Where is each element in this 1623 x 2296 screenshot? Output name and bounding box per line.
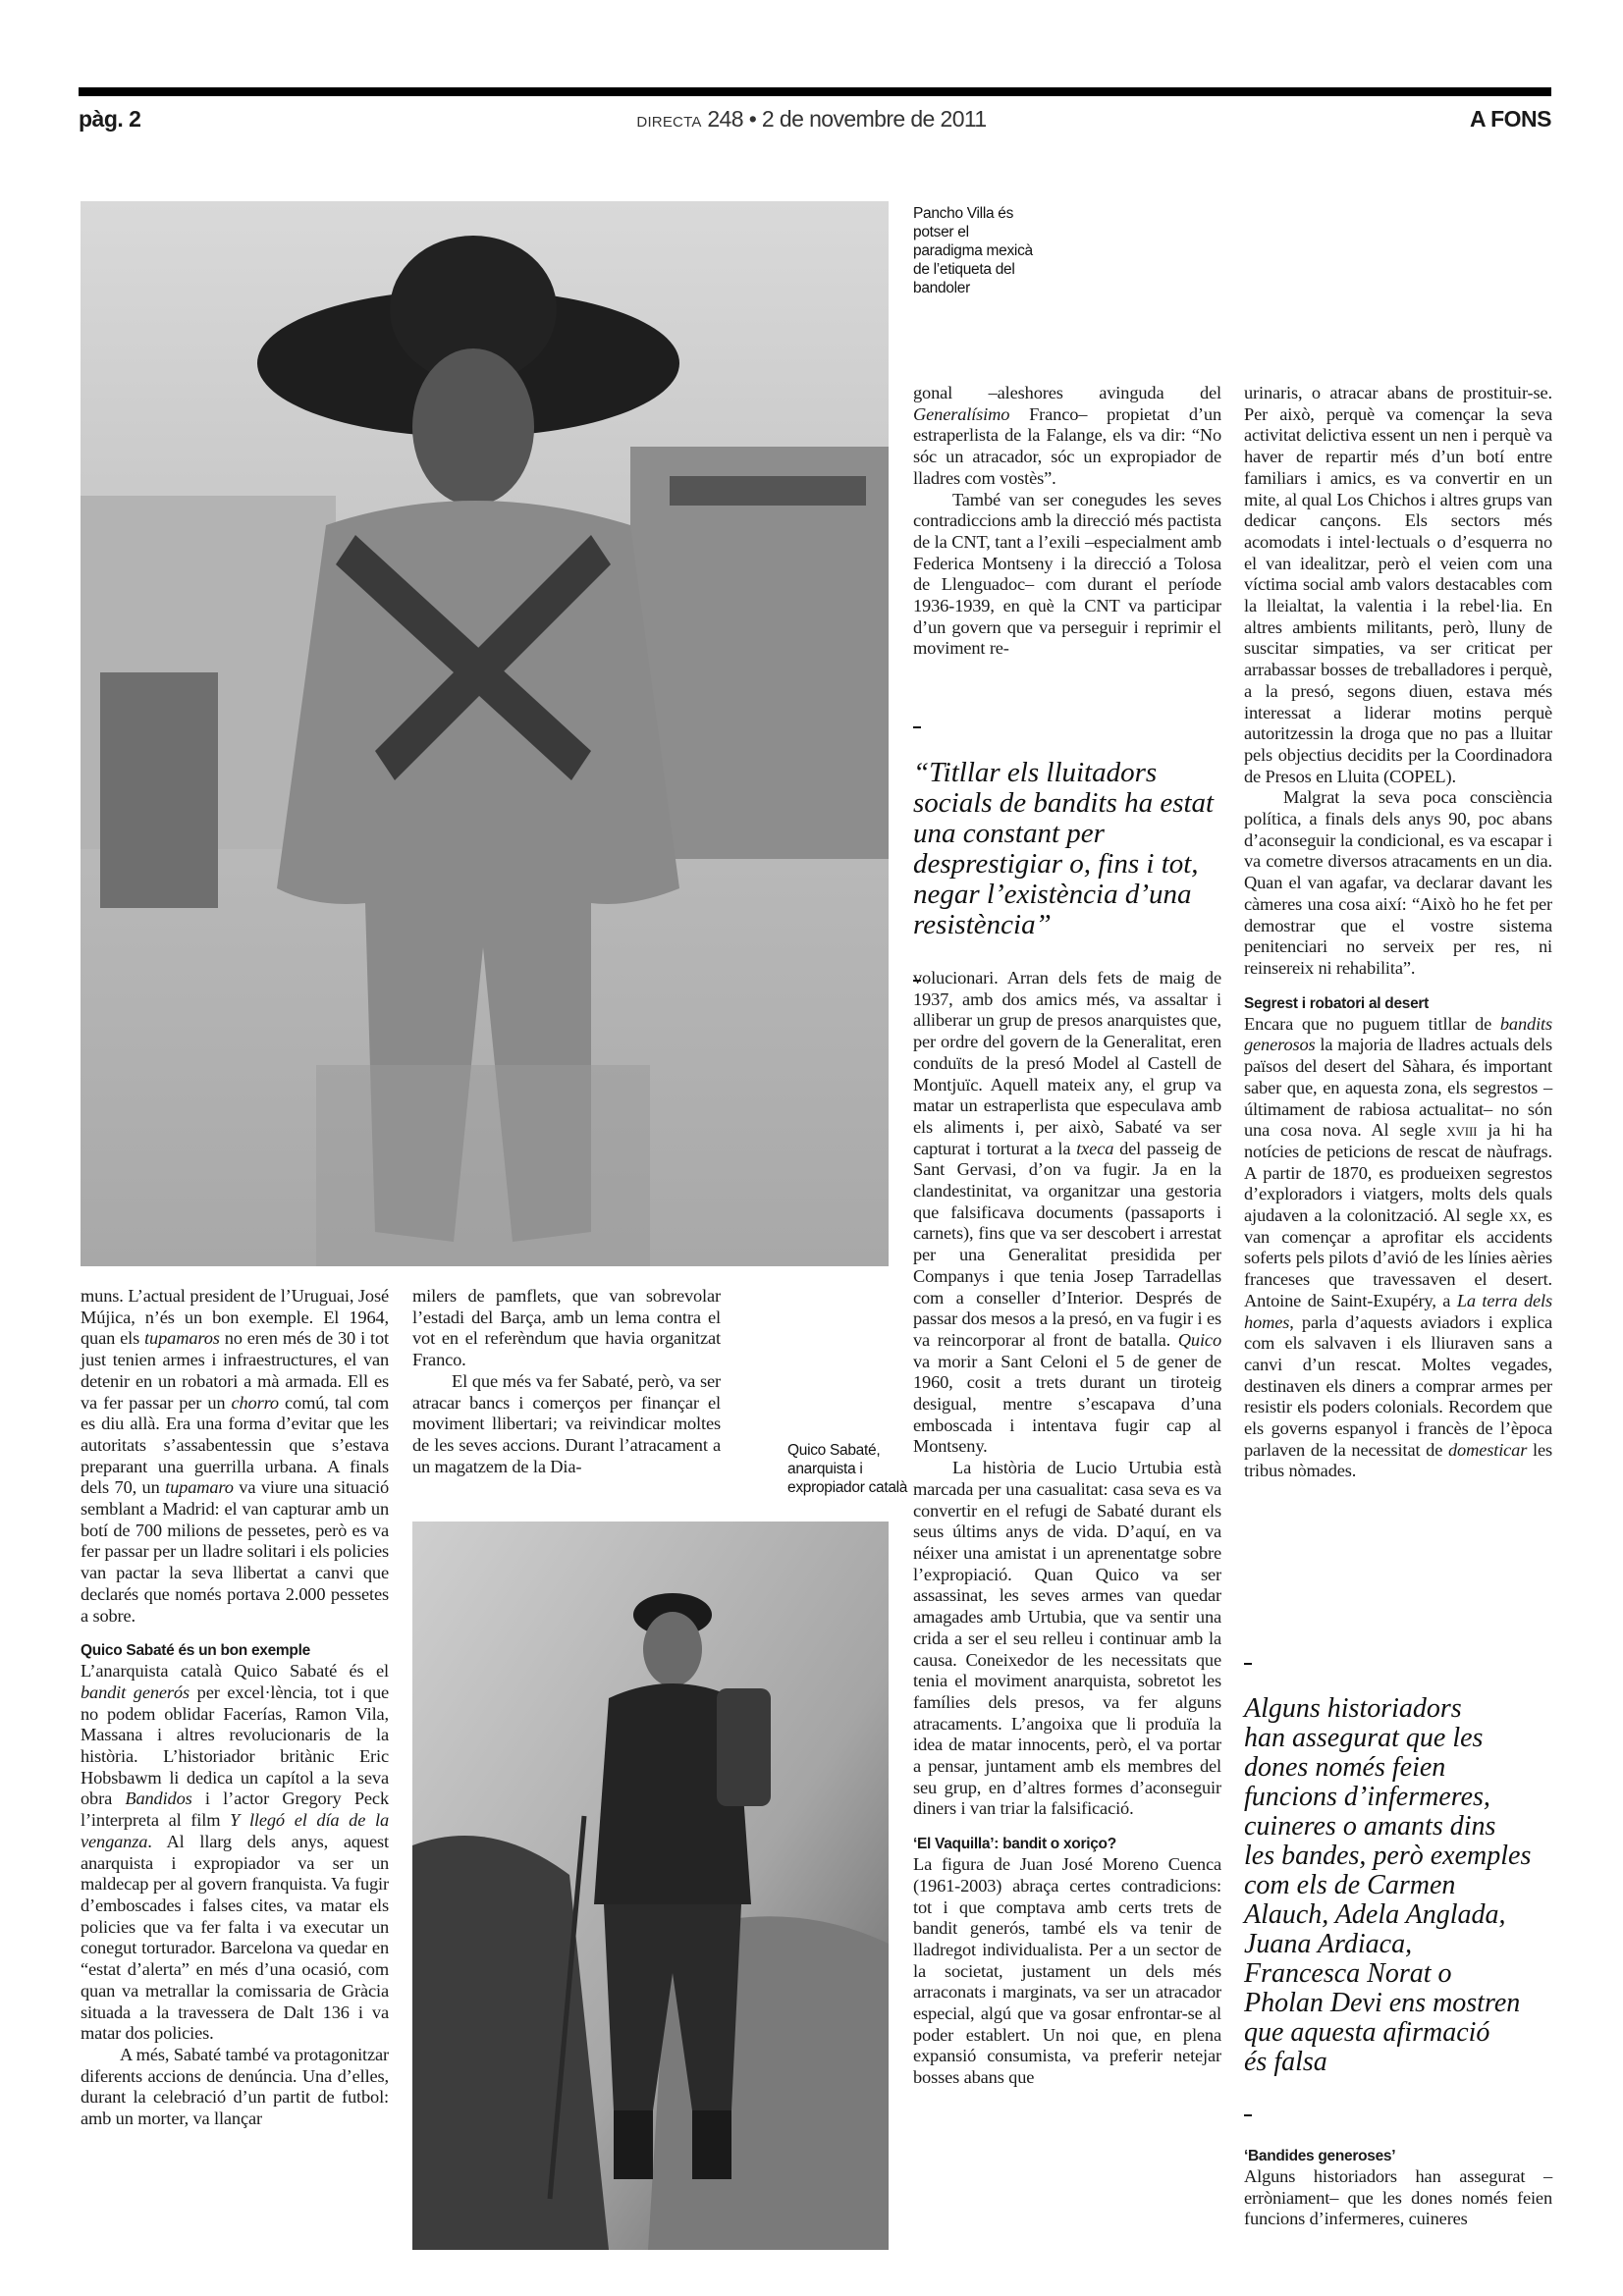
article-column-1 [81,1286,389,2130]
page-number: pàg. 2 [79,106,141,132]
italic-text-run: La terra dels homes [1244,1290,1552,1332]
quote-dash-top [1244,1663,1252,1665]
text-run: muns. L’actual president de l’Uruguai, José Mújica, n’és un bon exemple. El 1964, quan els [81,1286,389,1349]
text-run: i l’actor Gregory Peck l’interpreta al film [81,1789,389,1831]
article-column-4-bottom [1244,2132,1552,2230]
paragraph [412,1371,721,1478]
subheading: ‘Bandides generoses’ [1244,2148,1396,2164]
italic-text-run: Quico [1177,1329,1221,1350]
text-run: A més, Sabaté també va protagonitzar diferents accions de denúncia. Una d’elles, durant la celebració d’un partit de futbol: amb un morter, va llançar [81,2044,389,2129]
paragraph [81,2045,389,2130]
article-column-4-top [1244,383,1552,1482]
paragraph [913,490,1221,661]
italic-text-run: bandit generós [81,1682,189,1702]
text-run: comú, tal com es diu allà. Era una forma d’evitar que les autoritats s’assabentessin que s’estava preparant una guerrilla urbana. A finals dels 70, un [81,1392,389,1498]
quote-dash-bottom [1244,2114,1252,2116]
quote-dash-top [913,726,921,728]
issue-date: 248 • 2 de novembre de 2011 [707,106,987,132]
paragraph [913,968,1221,1458]
text-run: xx [1508,1205,1528,1226]
text-run: urinaris, o atracar abans de prostituir-se. Per això, perquè va començar la seva activitat delictiva essent un nen i perquè va haver de repartir més d’un botí entre familiars i amics, es va convertir en un mite, al qual Los Chichos i altres grups van dedicar cançons. Els sectors més acomodats i intel·lectuals o d’esquerra no el van idealitzar, però el veien com una víctima social amb valors destacables com la lleialtat, la valentia i la rebel·lia. En altres ambients militants, però, lluny de suscitar simpaties, va ser criticat per arrabassar bosses de treballadores i perquè, a la presó, segons diuen, estava més interessat a liderar motins perquè autoritzessin la droga que no pas a lluitar pels objectius decidits per la Coordinadora de Presos en Lluita (COPEL). [1244,383,1552,786]
text-run: gonal –aleshores avinguda del [913,383,1221,402]
text-run: ja hi ha notícies de peticions de rescat de nàufrags. A partir de 1870, es produeixen segrestos d’exploradors i viatgers, molts dels quals ajudaven a la colonització. Al segle [1244,1120,1552,1226]
text-run: . Al llarg dels anys, aquest anarquista i expropiador va ser un maldecap per al govern franquista. Va fugir d’emboscades i falses cites, va matar els policies que va fer falta i va executar un conegut torturador. Barcelona va quedar en “estat d’alerta” en més d’una ocasió, com quan va metrallar la comissaria de Gràcia situada a la travessera de Dalt 136 i va matar dos policies. [81,1831,389,2044]
photo-caption-villa: Pancho Villa és potser el paradigma mexicà de l’etiqueta del bandoler [913,205,1033,296]
paragraph [1244,1014,1552,1482]
text-run: milers de pamflets, que van sobrevolar l’estadi del Barça, amb un lema contra el vot en el referèndum que havia organitzat Franco. [412,1286,721,1370]
section-name: A FONS [1469,106,1551,132]
italic-text-run: chorro [231,1392,279,1413]
paragraph [1244,787,1552,979]
pull-quote-1 [913,709,1227,999]
italic-text-run: Bandidos [125,1789,192,1809]
text-run: va viure una situació semblant a Madrid: el van capturar amb un botí de 700 milions de pessetes, però es va fer passar per un lladre solitari i els policies van pactar la seva llibertat a canvi que declarés que només portava 2.000 pessetes a sobre. [81,1477,389,1626]
photo-quico-sabate [412,1522,889,2250]
text-run: les tribus nòmades. [1244,1439,1552,1481]
text-run: Franco– propietat d’un estraperlista de la Falange, els va dir: “No sóc un atracador, sóc un expropiador de lladres com vostès”. [913,403,1221,488]
subheading: Segrest i robatori al desert [1244,994,1429,1012]
text-run: , es van començar a aprofitar els accidents soferts pels pilots d’avió de les línies aèries franceses que travessaven el desert. Antoine de Saint-Exupéry, a [1244,1205,1552,1310]
italic-text-run: Generalísimo [913,403,1010,424]
publication-name: DIRECTA [636,114,702,131]
italic-text-run: tupamaro [165,1477,234,1498]
text-run: La història de Lucio Urtubia està marcada per una casualitat: casa seva es va convertir en el refugi de Sabaté durant els seus últims anys de vida. D’aquí, en va néixer una amistat i un aprenentatge sobre l’expropiació. Quan Quico va ser assassinat, les seves armes van quedar amagades amb Urtubia, que va sentir una crida a ser el seu relleu i continuar amb la causa. Coneixedor de les necessitats que tenia el moviment anarquista, sobretot les famílies dels presos, va fer alguns atracaments. L’angoixa que li produïa la idea de matar innocents, però, el va portar a pensar, juntament amb els membres del seu grup, en d’altres formes d’aconseguir diners i van triar la falsificació. [913,1458,1221,1819]
paragraph [913,1458,1221,1820]
text-run: per excel·lència, tot i que no podem oblidar Facerías, Ramon Vila, Massana i altres revolucionaris de la història. L’historiador britànic Eric Hobsbawm li dedica un capítol a la seva obra [81,1682,389,1809]
italic-text-run: bandits generosos [1244,1013,1552,1055]
italic-text-run: Y llegó el día de la venganza [81,1810,389,1851]
text-run: volucionari. Arran dels fets de maig de 1937, amb dos amics més, va assaltar i alliberar un grup de presos anarquistes que, per ordre del govern de la Generalitat, eren conduïts de la presó Model al Castell de Montjuïc. Aquell mateix any, el grup va matar un estraperlista que especulava amb els aliments i, per això, Sabaté va ser capturat i torturat a la [913,968,1221,1158]
header-rule [79,87,1551,96]
subheading: ‘El Vaquilla’: bandit o xoriço? [913,1836,1116,1853]
paragraph [1244,2166,1552,2230]
italic-text-run: tupamaros [144,1328,220,1349]
italic-text-run: domesticar [1448,1439,1528,1460]
text-run: Encara que no puguem titllar de [1244,1013,1500,1034]
photo-caption-sabate: Quico Sabaté, anarquista i expropiador català [787,1442,908,1496]
text-run: xviii [1446,1120,1478,1141]
paragraph [913,1854,1221,2089]
issue-info [0,104,1623,137]
text-run: va morir a Sant Celoni el 5 de gener de 1960, cosit a trets durant un tiroteig desigual, mentre s’escapava d’una emboscada i intentava fugir cap al Montseny. [913,1351,1221,1457]
pull-quote-text: “Titllar els lluitadors socials de bandits ha estat una constant per desprestigiar o, fins i tot, negar l’existència d’una resistència” [913,757,1215,940]
text-run: Malgrat la seva poca consciència política, a finals dels anys 90, poc abans d’aconseguir la condicional, es va escapar i va cometre diversos atracaments en un dia. Quan el van agafar, va declarar davant les càmeres una cosa així: “Això ho he fet per demostrar que el vostre sistema penitenciari no serveix per res, ni reinsereix ni rehabilita”. [1244,787,1552,978]
pull-quote-text: Alguns historiadors han assegurat que les dones només feien funcions d’infermeres, cuineres o amants dins les bandes, però exemples com els de Carmen Alauch, Adela Anglada, Juana Ardiaca, Francesca Norat o Pholan Devi ens mostren que aquesta afirmació és falsa [1244,1693,1532,2077]
text-run: la majoria de lladres actuals dels països del desert del Sàhara, és important saber que, en aquesta zona, els segrestos – últimament de rabiosa actualitat– no són una cosa nova. Al segle [1244,1035,1552,1141]
paragraph [81,1661,389,2045]
text-run: També van ser conegudes les seves contradiccions amb la direcció més pactista de la CNT, tant a l’exili –especialment amb Federica Montseny i la direcció a Tolosa de Llenguadoc– com durant el període 1936-1939, en què la CNT va participar d’un govern que va perseguir i reprimir el moviment re- [913,489,1221,659]
photo-pancho-villa [81,201,889,1266]
text-run: del passeig de Sant Gervasi, d’on va fugir. Ja en la clandestinitat, va organitzar una gestoria que falsificava documents (passaports i carnets), fins que va ser descobert i arrestat per una Generalitat presidida per Companys i que tenia Josep Tarradellas com a conseller d’Interior. Després de passar dos mesos a la presó, en va fugir i es va reincorporar al front de batalla. [913,1138,1221,1350]
text-run: La figura de Juan José Moreno Cuenca (1961-2003) abraça certes contradicions: tot i que comptava amb certs trets de bandit generós, també els va tenir de lladregot individualista. Per a un sector de la societat, justament un dels més arraconats i marginats, va ser un atracador especial, algú que va gosar enfrontar-se al poder establert. Un noi que, en plena expansió consumista, va preferir netejar bosses abans que [913,1854,1221,2088]
article-column-2 [412,1286,721,1477]
text-run: L’anarquista català Quico Sabaté és el [81,1661,389,1682]
paragraph [1244,383,1552,787]
text-run: no eren més de 30 i tot just tenien armes i infraestructures, el van detenir en un robatori a mà armada. Ell es va fer passar per un [81,1328,389,1413]
pull-quote-2 [1244,1645,1558,2134]
paragraph [412,1286,721,1371]
paragraph [913,383,1221,490]
article-column-3-bottom [913,968,1221,2089]
text-run: Alguns historiadors han assegurat –erròniament– que les dones només feien funcions d’infermeres, cuineres [1244,2166,1552,2229]
article-column-3-top [913,383,1221,660]
italic-text-run: txeca [1076,1138,1114,1158]
paragraph [81,1286,389,1627]
subheading: Quico Sabaté és un bon exemple [81,1642,310,1660]
text-run: , parla d’aquests aviadors i explica com els salvaven i els lliuraven sans a canvi d’un rescat. Moltes vegades, destinaven els diners a comprar armes per resistir els poders colonials. Recordem que els governs espanyol i francès de l’època parlaven de la necessitat de [1244,1311,1552,1460]
text-run: El que més va fer Sabaté, però, va ser atracar bancs i comerços per finançar el moviment llibertari; va reivindicar moltes de les seves accions. Durant l’atracament a un magatzem de la Dia- [412,1370,721,1476]
